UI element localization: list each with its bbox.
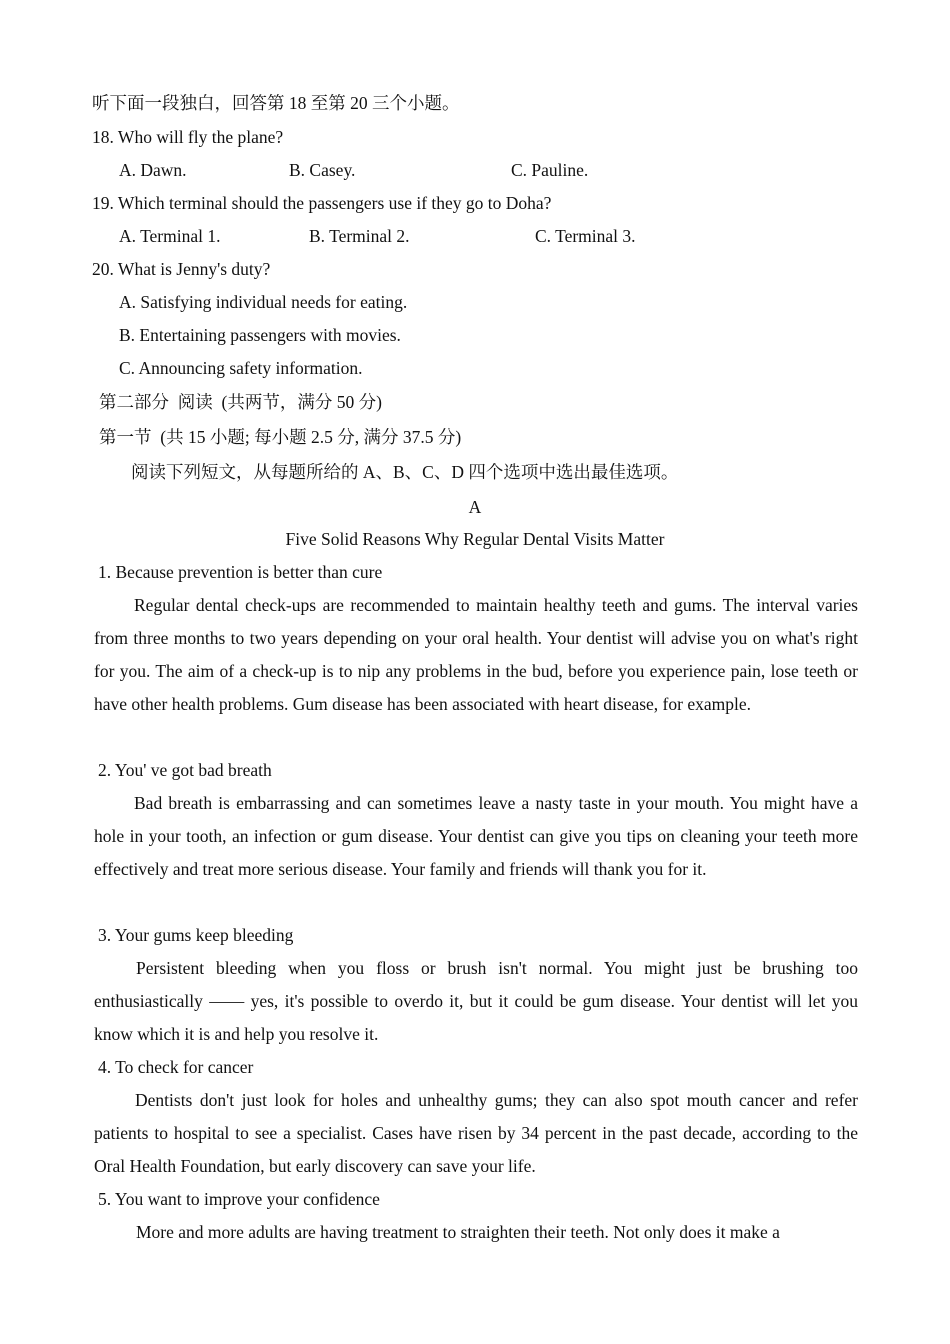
question-19-option-a: A. Terminal 1. — [119, 226, 221, 246]
question-18-option-b: B. Casey. — [289, 160, 356, 180]
question-19-option-c: C. Terminal 3. — [535, 226, 636, 246]
section-4-body: Dentists don't just look for holes and unhealthy gums; they can also spot mouth cancer and refer patients to hospital to see a specialist. Cases have risen by 34 percent in the past decade, according to the Oral Health Foundation, but early discovery can save your life. — [94, 1090, 858, 1176]
question-20-option-b: B. Entertaining passengers with movies. — [119, 325, 401, 345]
section-5-heading: 5. You want to improve your confidence — [98, 1189, 380, 1209]
question-18-option-a: A. Dawn. — [119, 160, 187, 180]
question-19-option-b: B. Terminal 2. — [309, 226, 410, 246]
section-2-heading: 2. You' ve got bad breath — [98, 760, 272, 780]
section-1-body: Regular dental check-ups are recommended to maintain healthy teeth and gums. The interval varies from three months to two years depending on your oral health. Your dentist will advise you on what's right for you. The aim of a check-up is to nip any problems in the bud, before you experience pain, lose teeth or have other health problems. Gum disease has been associated with heart disease, for example. — [94, 595, 858, 714]
passage-title: Five Solid Reasons Why Regular Dental Visits Matter — [285, 529, 665, 549]
question-18-stem: 18. Who will fly the plane? — [92, 127, 284, 147]
section-4-heading: 4. To check for cancer — [98, 1057, 254, 1077]
reading-instruction: 阅读下列短文，从每题所给的 A、B、C、D 四个选项中选出最佳选项。 — [131, 462, 679, 482]
question-20-option-a: A. Satisfying individual needs for eating. — [119, 292, 408, 312]
section-5-body: More and more adults are having treatment to straighten their teeth. Not only does it make a — [136, 1222, 780, 1242]
question-18-option-c: C. Pauline. — [511, 160, 589, 180]
reading-section-title: 第一节 (共 15 小题; 每小题 2.5 分, 满分 37.5 分) — [99, 427, 462, 447]
passage-letter: A — [468, 497, 482, 517]
question-20-stem: 20. What is Jenny's duty? — [92, 259, 271, 279]
listening-intro: 听下面一段独白，回答第 18 至第 20 三个小题。 — [92, 93, 460, 113]
reading-part-title: 第二部分 阅读 (共两节，满分 50 分) — [99, 392, 382, 412]
section-3-body: Persistent bleeding when you floss or brush isn't normal. You might just be brushing too enthusiastically —— yes, it's possible to overdo it, but it could be gum disease. Your dentist will let you know which it is and help you resolve it. — [94, 958, 858, 1044]
section-2-body: Bad breath is embarrassing and can sometimes leave a nasty taste in your mouth. You might have a hole in your tooth, an infection or gum disease. Your dentist can give you tips on cleaning your teeth more effectively and treat more serious disease. Your family and friends will thank you for it. — [94, 793, 858, 879]
question-20-option-c: C. Announcing safety information. — [119, 358, 363, 378]
question-19-stem: 19. Which terminal should the passengers use if they go to Doha? — [92, 193, 552, 213]
section-1-heading: 1. Because prevention is better than cure — [98, 562, 383, 582]
section-3-heading: 3. Your gums keep bleeding — [98, 925, 294, 945]
